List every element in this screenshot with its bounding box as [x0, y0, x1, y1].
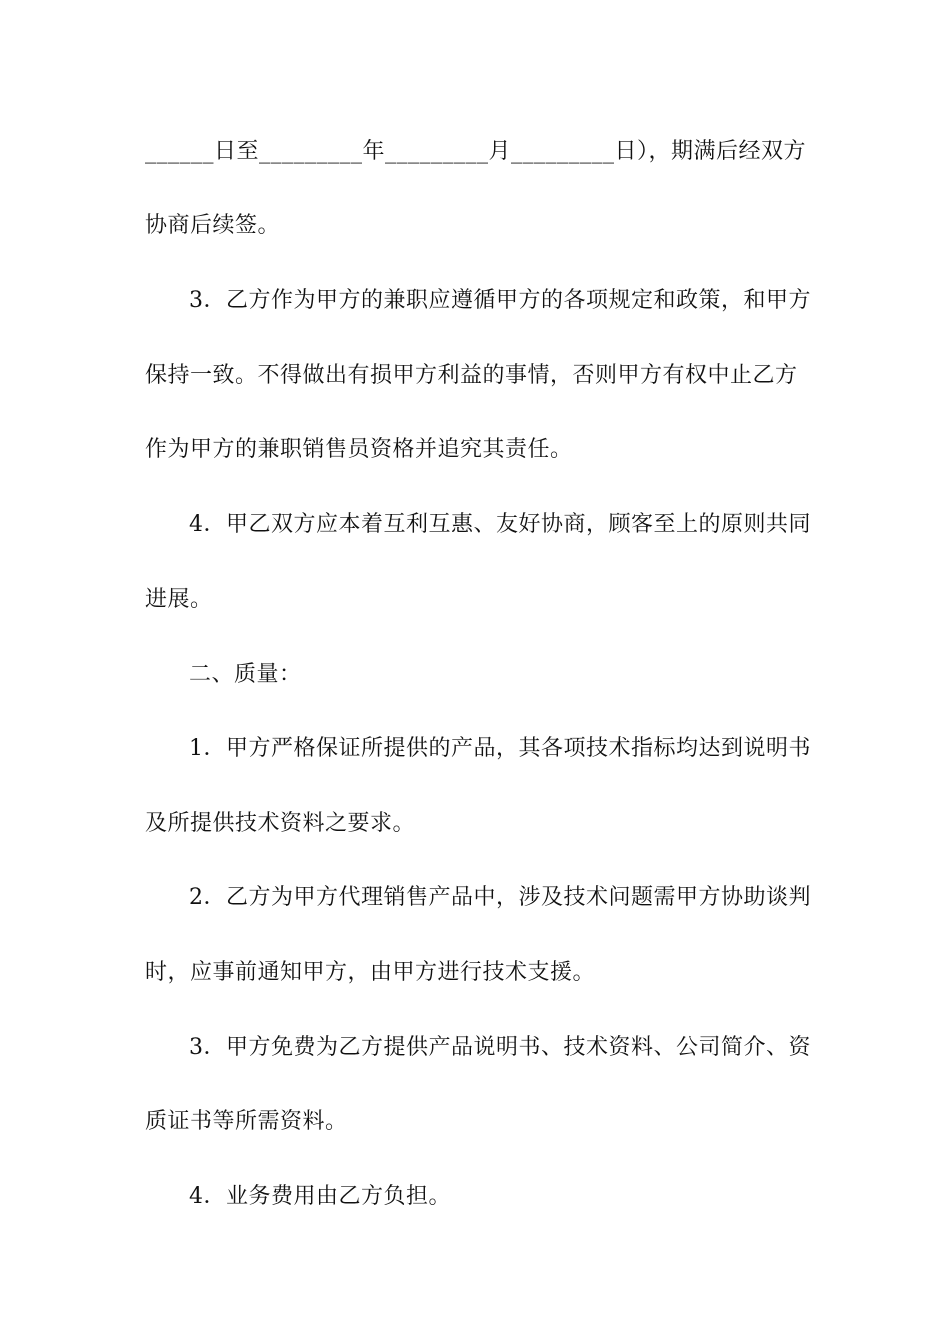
text-line-renewal: 协商后续签。	[145, 213, 281, 238]
clause-3-continued: 保持一致。不得做出有损甲方利益的事情，否则甲方有权中止乙方	[145, 363, 798, 388]
quality-clause-1: 1．甲方严格保证所提供的产品，其各项技术指标均达到说明书	[189, 736, 811, 761]
quality-clause-1-continued: 及所提供技术资料之要求。	[145, 811, 416, 836]
quality-clause-2-continued: 时，应事前通知甲方，由甲方进行技术支援。	[145, 960, 596, 985]
quality-clause-4: 4．业务费用由乙方负担。	[189, 1184, 451, 1209]
text-line-term-end: ______日至_________年_________月_________日），期满后经双方	[145, 139, 807, 164]
section-heading-quality: 二、质量：	[189, 662, 302, 687]
quality-clause-3-continued: 质证书等所需资料。	[145, 1109, 348, 1134]
clause-4-cooperation: 4．甲乙双方应本着互利互惠、友好协商，顾客至上的原则共同	[189, 512, 811, 537]
clause-3-part-time-rules: 3．乙方作为甲方的兼职应遵循甲方的各项规定和政策，和甲方	[189, 288, 811, 313]
clause-4-continued: 进展。	[145, 587, 213, 612]
quality-clause-3: 3．甲方免费为乙方提供产品说明书、技术资料、公司简介、资	[189, 1035, 811, 1060]
quality-clause-2: 2．乙方为甲方代理销售产品中，涉及技术问题需甲方协助谈判	[189, 885, 811, 910]
clause-3-continued-2: 作为甲方的兼职销售员资格并追究其责任。	[145, 437, 573, 462]
